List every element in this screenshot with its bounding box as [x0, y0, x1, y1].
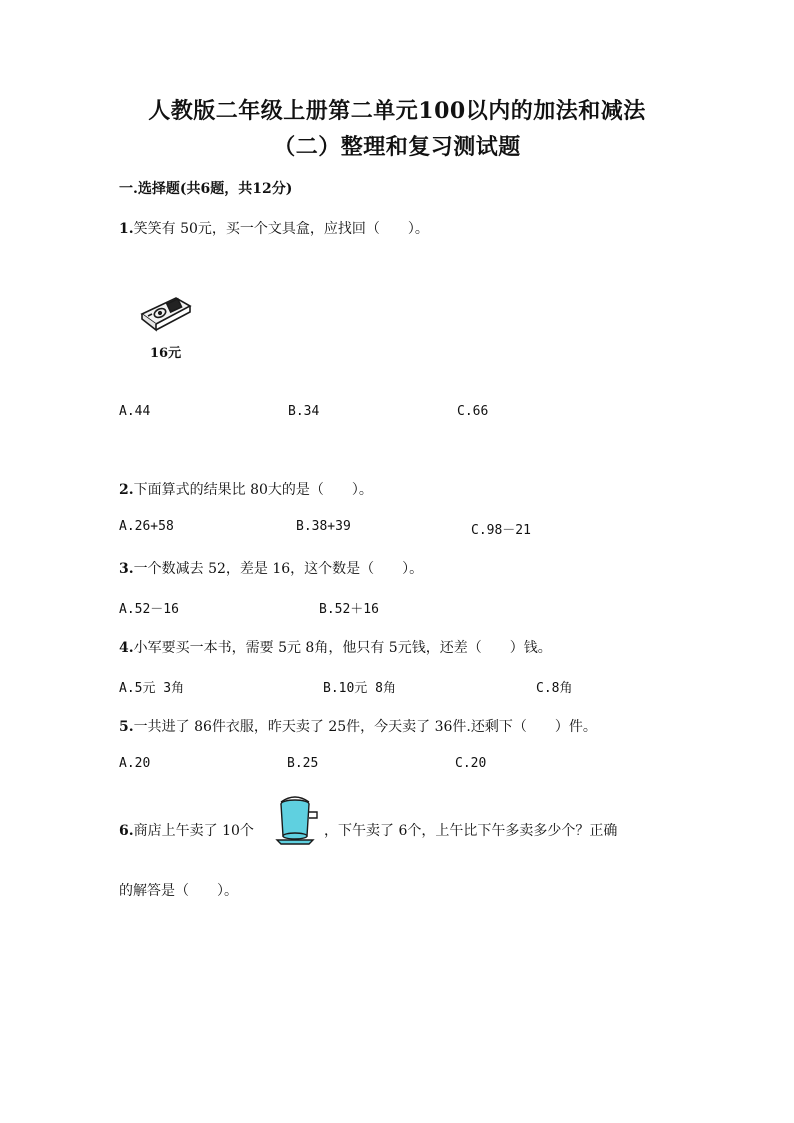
question-text: 一个数减去 52，差是 16，这个数是（ ）。	[133, 561, 424, 577]
option-c[interactable]: C.66	[457, 404, 489, 419]
option-a[interactable]: A.5元 3角	[119, 681, 185, 696]
question-6-line1	[119, 820, 254, 840]
question-number: 3.	[119, 561, 134, 577]
question-number: 1.	[119, 221, 134, 237]
option-c[interactable]: C.8角	[536, 681, 573, 696]
question-2	[119, 479, 373, 499]
option-a[interactable]: A.44	[119, 404, 151, 419]
option-a[interactable]: A.52－16	[119, 602, 179, 617]
question-text: 商店上午卖了 10个	[133, 823, 254, 839]
option-c[interactable]: C.98－21	[471, 523, 531, 538]
question-6-after-image: ，下午卖了 6个，上午比下午多卖多少个？正确	[324, 823, 618, 839]
question-text: 小军要买一本书，需要 5元 8角，他只有 5元钱，还差（ ）钱。	[133, 640, 552, 656]
question-text: 笑笑有 50元，买一个文具盒，应找回（ ）。	[133, 221, 429, 237]
question-6-line2: 的解答是（ ）。	[119, 883, 238, 899]
question-number: 4.	[119, 640, 134, 656]
page-title-line2: （二）整理和复习测试题	[273, 134, 521, 160]
option-b[interactable]: B.34	[288, 404, 320, 419]
question-text: 下面算式的结果比 80大的是（ ）。	[133, 482, 373, 498]
question-text: 一共进了 86件衣服，昨天卖了 25件，今天卖了 36件.还剩下（ ）件。	[133, 719, 597, 735]
question-5	[119, 716, 597, 736]
option-a[interactable]: A.26+58	[119, 519, 174, 534]
option-b[interactable]: B.38+39	[296, 519, 351, 534]
bucket-icon	[273, 794, 323, 846]
section-heading: 一.选择题(共6题，共12分)	[119, 181, 293, 197]
option-b[interactable]: B.52＋16	[319, 602, 379, 617]
question-3	[119, 558, 423, 578]
option-a[interactable]: A.20	[119, 756, 151, 771]
pencil-case-icon	[138, 292, 194, 338]
option-c[interactable]: C.20	[455, 756, 487, 771]
question-number: 2.	[119, 482, 134, 498]
option-b[interactable]: B.10元 8角	[323, 681, 396, 696]
question-number: 6.	[119, 823, 134, 839]
question-number: 5.	[119, 719, 134, 735]
option-b[interactable]: B.25	[287, 756, 319, 771]
question-4	[119, 637, 552, 657]
price-label: 16元	[150, 346, 182, 361]
question-1	[119, 218, 429, 238]
page-title-line1: 人教版二年级上册第二单元100以内的加法和减法	[148, 98, 646, 124]
